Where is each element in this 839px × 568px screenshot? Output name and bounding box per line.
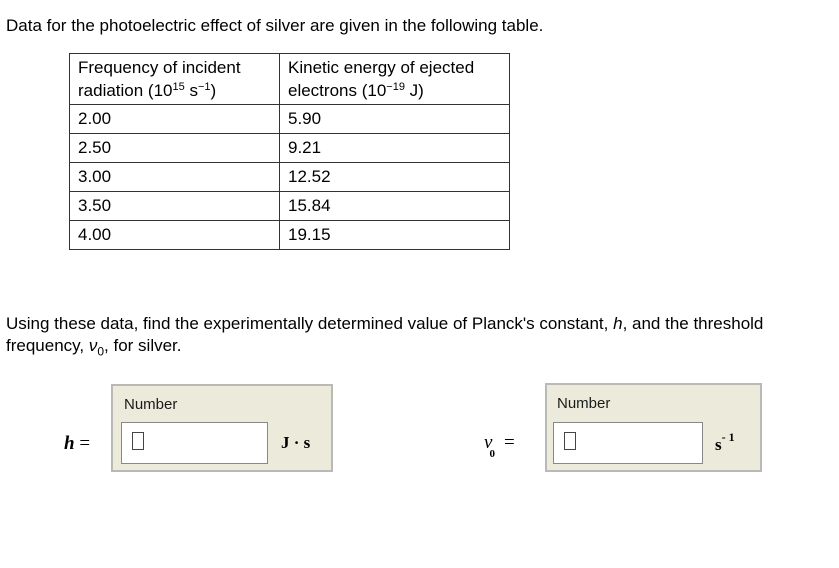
text-cursor-icon: [132, 432, 144, 450]
header-frequency: [70, 54, 280, 105]
header-kinetic-energy: [280, 54, 510, 105]
h-answer-box: [111, 384, 333, 472]
nu-number-label: Number: [557, 395, 611, 412]
header-energy-line2: electrons ($10^{-19}$ J): [288, 81, 424, 100]
table-row: [70, 221, 510, 250]
energy-cell: 9.21: [280, 134, 510, 163]
nu-answer-box: [545, 383, 762, 472]
table-row: [70, 163, 510, 192]
nu-number-input[interactable]: [553, 422, 703, 464]
table-row: [70, 134, 510, 163]
header-energy-line1: Kinetic energy of ejected: [288, 58, 475, 77]
nu-equals-label: $\nu_0=$: [484, 432, 515, 460]
text-cursor-icon: [564, 432, 576, 450]
frequency-cell: 4.00: [70, 221, 280, 250]
nu-symbol: ν: [88, 336, 98, 355]
planck-symbol: h: [613, 314, 623, 333]
energy-cell: 12.52: [280, 163, 510, 192]
frequency-cell: 2.00: [70, 105, 280, 134]
nu-unit-label: $s^{- 1}$: [715, 430, 735, 454]
frequency-cell: 2.50: [70, 134, 280, 163]
h-unit-label: J · s: [281, 433, 311, 452]
table-row: [70, 105, 510, 134]
intro-text: Data for the photoelectric effect of silver are given in the following table.: [6, 16, 544, 35]
photoelectric-data-table: [69, 53, 510, 250]
header-frequency-line1: Frequency of incident: [78, 58, 241, 77]
h-number-input[interactable]: [121, 422, 268, 464]
energy-cell: 19.15: [280, 221, 510, 250]
energy-cell: 5.90: [280, 105, 510, 134]
energy-cell: 15.84: [280, 192, 510, 221]
table-header-row: [70, 54, 510, 105]
header-frequency-line2: radiation ($10^{15}$ $s^{-1}$): [78, 81, 217, 100]
frequency-cell: 3.50: [70, 192, 280, 221]
h-equals-label: h =: [64, 433, 91, 454]
question-text: Using these data, find the experimentally determined value of Planck's constant, h, and the threshold frequency, $\nu_0$, for silver.: [6, 314, 764, 359]
table-row: [70, 192, 510, 221]
h-number-label: Number: [124, 396, 178, 413]
frequency-cell: 3.00: [70, 163, 280, 192]
